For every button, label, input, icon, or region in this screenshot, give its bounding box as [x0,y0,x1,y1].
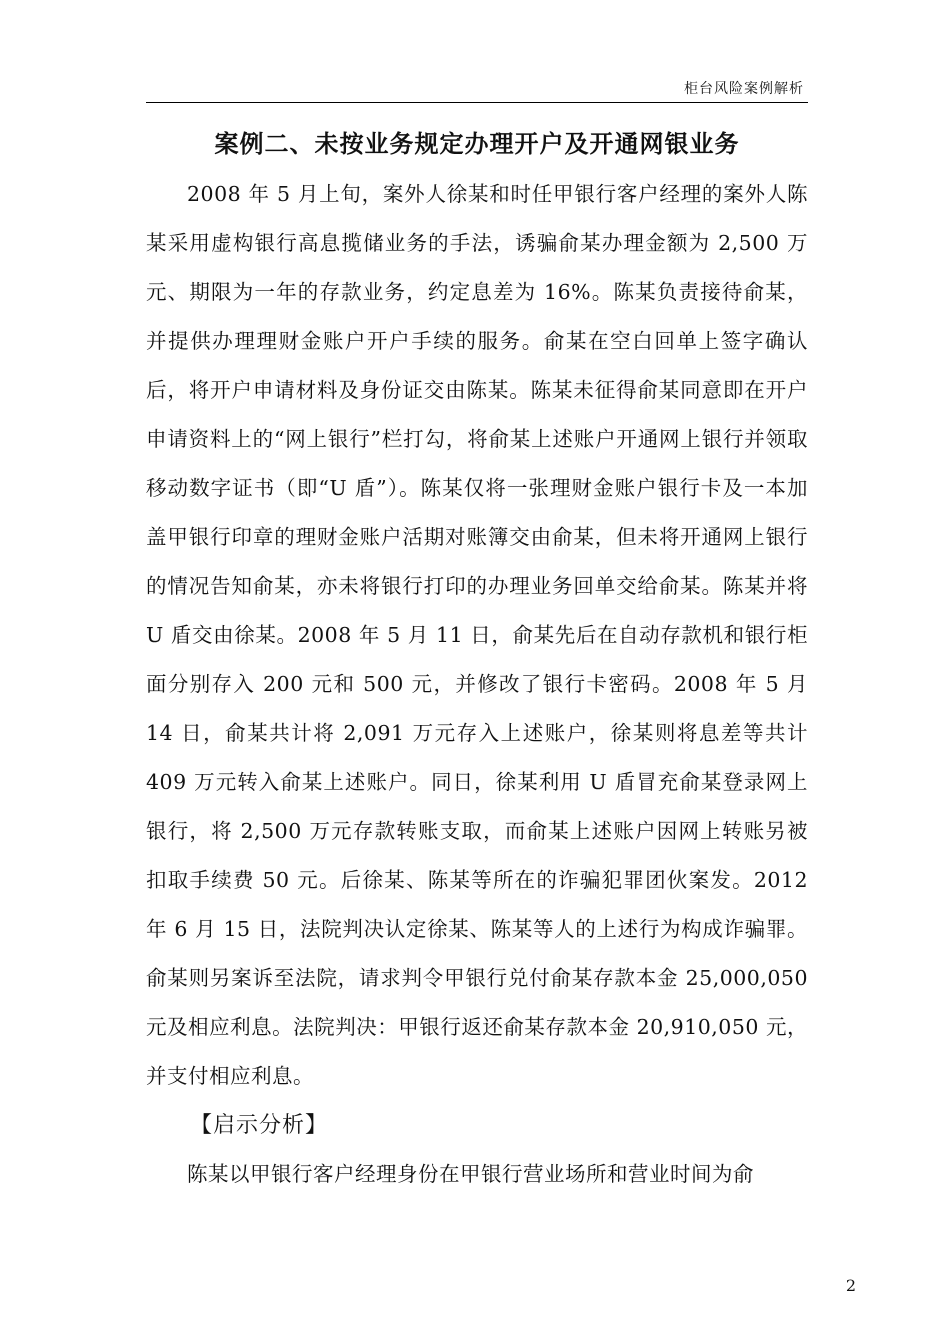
running-header-title: 柜台风险案例解析 [684,81,804,97]
header-rule [146,102,808,103]
analysis-heading: 【启示分析】 [190,1113,329,1138]
case-paragraph: 2008 年 5 月上旬，案外人徐某和时任甲银行客户经理的案外人陈某采用虚构银行高息揽储业务的手法，诱骗俞某办理金额为 2,500 万元、期限为一年的存款业务，约定息差为 16%。陈某负责接待俞某，并提供办理理财金账户开户手续的服务。俞某在空白回单上签字确认后，将开户申请材料及身份证交由陈某。陈某未征得俞某同意即在开户申请资料上的“网上银行”栏打勾，将俞某上述账户开通网上银行并领取移动数字证书（即“U 盾”）。陈某仅将一张理财金账户银行卡及一本加盖甲银行印章的理财金账户活期对账簿交由俞某，但未将开通网上银行的情况告知俞某，亦未将银行打印的办理业务回单交给俞某。陈某并将 U 盾交由徐某。2008 年 5 月 11 日，俞某先后在自动存款机和银行柜面分别存入 200 元和 500 元，并修改了银行卡密码。2008 年 5 月 14 日，俞某共计将 2,091 万元存入上述账户，徐某则将息差等共计 409 万元转入俞某上述账户。同日，徐某利用 U 盾冒充俞某登录网上银行，将 2,500 万元存款转账支取，而俞某上述账户因网上转账另被扣取手续费 50 元。后徐某、陈某等所在的诈骗犯罪团伙案发。2012 年 6 月 15 日，法院判决认定徐某、陈某等人的上述行为构成诈骗罪。俞某则另案诉至法院，请求判令甲银行兑付俞某存款本金 25,000,050 元及相应利息。法院判决：甲银行返还俞某存款本金 20,910,050 元，并支付相应利息。 [146,182,808,1088]
page-number: 2 [845,1276,856,1295]
document-body [146,170,808,1199]
case-title: 案例二、未按业务规定办理开户及开通网银业务 [214,130,740,158]
analysis-paragraph: 陈某以甲银行客户经理身份在甲银行营业场所和营业时间为俞 [187,1162,754,1186]
